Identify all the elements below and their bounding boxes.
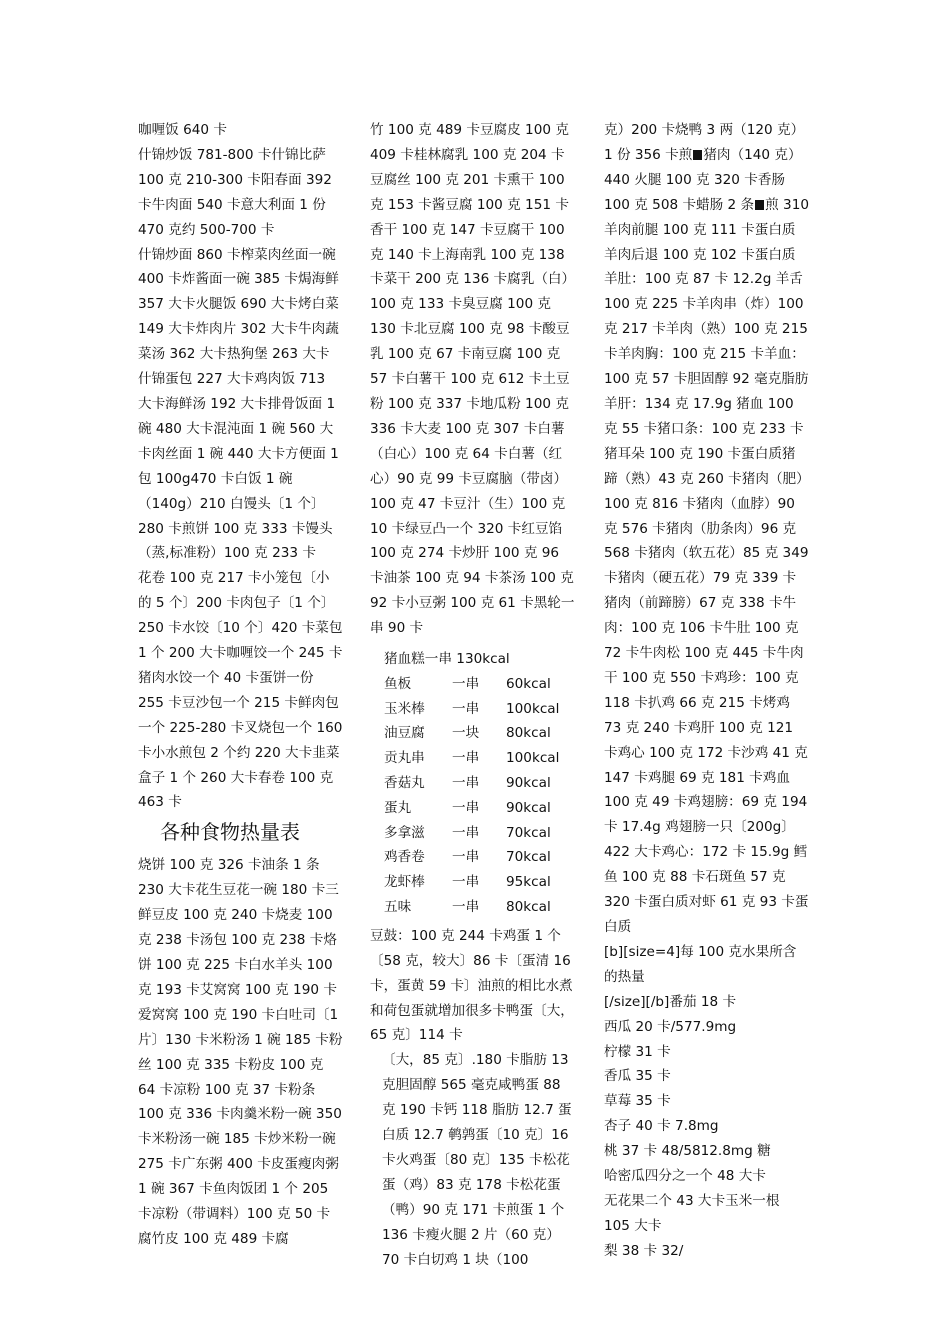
snack-row — [384, 746, 575, 771]
text-fragment: 猪肉（140 克）440 火腿 100 克 320 卡香肠 100 克 508 卡蜡肠 2 条 — [604, 146, 802, 213]
snack-calories: 80kcal — [506, 898, 551, 915]
snack-name: 油豆腐 — [384, 725, 425, 742]
snack-row — [384, 845, 575, 870]
fruit-line: 梨 38 卡 32/ — [604, 1242, 684, 1259]
text-paragraph: [b][size=4]每 100 克水果所含的热量 — [604, 943, 797, 985]
snack-calories: 70kcal — [506, 824, 551, 841]
snack-calories: 80kcal — [506, 725, 551, 742]
text-fragment: 煎 310 羊肉前腿 100 克 111 卡蛋白质 — [604, 196, 809, 238]
black-square-icon — [693, 150, 702, 160]
snack-unit: 一串 — [452, 675, 480, 692]
text-paragraph: 花卷 100 克 217 卡小笼包〔小的 5 个〕200 卡肉包子〔1 个〕250 卡水饺〔10 个〕420 卡菜包 1 个 200 大卡咖喱饺一个 245 卡猪肉水饺一个 40 卡蛋饼一份 255 卡豆沙包一个 215 卡鲜肉包一个 225-280 卡叉烧包一个 160 卡小水煎包 2 个约 220 大卡韭菜盒子 1 个 260 大卡春卷 100 克 463 卡 — [138, 570, 343, 811]
text-paragraph: 烧饼 100 克 326 卡油条 1 条 230 大卡花生豆花一碗 180 卡三鲜豆皮 100 克 240 卡烧麦 100 克 238 卡汤包 100 克 238 卡烙饼 100 克 225 卡白水羊头 100 克 193 卡艾窝窝 100 克 190 卡爱窝窝 100 克 190 卡白吐司〔1 片〕130 卡米粉汤 1 碗 185 卡粉丝 100 克 335 卡粉皮 100 克 64 卡凉粉 100 克 37 卡粉条 100 克 336 卡肉羹米粉一碗 350 卡米粉汤一碗 185 卡炒米粉一碗 275 卡广东粥 400 卡皮蛋瘦肉粥 1 碗 367 卡鱼肉饭团 1 个 205 卡凉粉（带调料）100 克 50 卡腐竹皮 100 克 489 卡腐 — [138, 857, 343, 1247]
snack-row — [384, 821, 575, 846]
snack-name: 鸡香卷 — [384, 849, 425, 866]
snack-row — [384, 796, 575, 821]
snack-row — [384, 672, 575, 697]
text-paragraph: 咖喱饭 640 卡 — [138, 122, 227, 138]
snack-calories: 100kcal — [506, 700, 560, 717]
snack-name: 蛋丸 — [384, 799, 412, 816]
snack-unit: 一串 — [452, 750, 480, 767]
text-paragraph — [604, 118, 809, 243]
fruit-line: 杏子 40 卡 7.8mg — [604, 1118, 719, 1135]
snack-name: 龙虾棒 — [384, 874, 425, 891]
snack-unit: 一串 — [452, 898, 480, 915]
column-middle — [370, 118, 575, 1272]
fruit-line: 无花果二个 43 大卡玉米一根 105 大卡 — [604, 1192, 780, 1234]
snack-unit: 一串 — [452, 799, 480, 816]
snack-name: 香菇丸 — [384, 774, 425, 791]
snack-name: 玉米棒 — [384, 700, 425, 717]
snack-calories: 95kcal — [506, 874, 551, 891]
text-paragraph: 豆鼓：100 克 244 卡鸡蛋 1 个〔58 克，较大〕86 卡〔蛋清 16 卡，蛋黄 59 卡〕油煎的相比水煮和荷包蛋就增加很多卡鸭蛋〔大，65 克〕114 卡 — [370, 927, 574, 1044]
black-square-icon — [755, 200, 764, 210]
snack-name: 多拿滋 — [384, 824, 425, 841]
snack-row — [384, 895, 575, 920]
snack-unit: 一串 — [452, 849, 480, 866]
fruit-line: 草莓 35 卡 — [604, 1093, 671, 1110]
text-fragment: 克）200 卡烧鸭 3 两（120 克）1 份 356 卡煎 — [604, 122, 805, 163]
snack-unit: 一串 — [452, 700, 480, 717]
snack-row — [384, 870, 575, 895]
snack-unit: 一块 — [452, 725, 480, 742]
text-paragraph: 竹 100 克 489 卡豆腐皮 100 克 409 卡桂林腐乳 100 克 204 卡豆腐丝 100 克 201 卡熏干 100 克 153 卡酱豆腐 100 克 151 卡香干 100 克 147 卡豆腐干 100 克 140 卡上海南乳 100 克 138 卡菜干 200 克 136 卡腐乳（白）100 克 133 卡臭豆腐 100 克 130 卡北豆腐 100 克 98 卡酸豆乳 100 克 67 卡南豆腐 100 克 57 卡白薯干 100 克 612 卡土豆粉 100 克 337 卡地瓜粉 100 克 336 卡大麦 100 克 307 卡白薯（白心）100 克 64 卡白薯（红心）90 克 99 卡豆腐脑（带卤）100 克 47 卡豆汁（生）100 克 10 卡绿豆凸一个 320 卡红豆馅 100 克 274 卡炒肝 100 克 96 卡油茶 100 克 94 卡茶汤 100 克 92 卡小豆粥 100 克 61 卡黑轮一串 90 卡 — [370, 122, 575, 637]
column-right — [604, 118, 809, 1264]
fruit-line: 桃 37 卡 48/5812.8mg 糖 — [604, 1143, 771, 1160]
snack-name: 五味 — [384, 898, 412, 915]
snack-calories: 100kcal — [506, 750, 560, 767]
fruit-line: 香瓜 35 卡 — [604, 1068, 671, 1085]
snack-calories: 70kcal — [506, 849, 551, 866]
snack-row — [384, 771, 575, 796]
fruit-line: 西瓜 20 卡/577.9mg — [604, 1018, 737, 1035]
text-paragraph: 〔大，85 克〕.180 卡脂肪 13 克胆固醇 565 毫克咸鸭蛋 88 克 190 卡钙 118 脂肪 12.7 蛋白质 12.7 鹌鹑蛋〔10 克〕16 卡火鸡蛋〔80 克〕135 卡松花蛋（鸡）83 克 178 卡松花蛋（鸭）90 克 171 卡煎蛋 1 个 136 卡瘦火腿 2 片（60 克）70 卡白切鸡 1 块（100 — [382, 1052, 572, 1268]
snack-name: 贡丸串 — [384, 750, 425, 767]
text-paragraph: 羊肉后退 100 克 102 卡蛋白质羊肚：100 克 87 卡 12.2g 羊舌 100 克 225 卡羊肉串（炸）100 克 217 卡羊肉（熟）100 克 215 卡羊肉胸：100 克 215 卡羊血：100 克 57 卡胆固醇 92 毫克脂肪羊肝：134 克 17.9g 猪血 100 克 55 卡猪口条：100 克 233 卡猪耳朵 100 克 190 卡蛋白质猪蹄（熟）43 克 260 卡猪肉（肥）100 克 816 卡猪肉（血脖）90 克 576 卡猪肉（肋条肉）96 克 568 卡猪肉（软五花）85 克 349 卡猪肉（硬五花）79 克 339 卡猪肉（前蹄膀）67 克 338 卡牛肉：100 克 106 卡牛肚 100 克 72 卡牛肉松 100 克 445 卡牛肉干 100 克 550 卡鸡珍：100 克 118 卡扒鸡 66 克 215 卡烤鸡 73 克 240 卡鸡肝 100 克 121 卡鸡心 100 克 172 卡沙鸡 41 克 147 卡鸡腿 69 克 181 卡鸡血 100 克 49 卡鸡翅膀：69 克 194 卡 17.4g 鸡翅膀一只〔200g〕422 大卡鸡心：172 卡 15.9g 鳕鱼 100 克 88 卡石斑鱼 57 克 320 卡蛋白质对虾 61 克 93 卡蛋白质 — [604, 246, 809, 935]
snack-calories: 60kcal — [506, 675, 551, 692]
snack-unit: 一串 — [452, 824, 480, 841]
snack-unit: 一串 — [452, 774, 480, 791]
snack-row — [384, 697, 575, 722]
snack-calories: 90kcal — [506, 799, 551, 816]
fruit-line: 柠檬 31 卡 — [604, 1043, 671, 1060]
fruit-line: 哈密瓜四分之一个 48 大卡 — [604, 1168, 766, 1185]
column-left — [138, 118, 343, 1252]
snack-first-item: 猪血糕一串 130kcal — [384, 650, 510, 667]
snack-row — [384, 647, 575, 672]
snack-name: 鱼板 — [384, 675, 412, 692]
snack-row — [384, 721, 575, 746]
text-paragraph: 什锦炒面 860 卡榨菜肉丝面一碗 400 卡炸酱面一碗 385 卡焗海鲜 357 大卡火腿饭 690 大卡烤白菜 149 大卡炸肉片 302 大卡牛肉蔬菜汤 362 大卡热狗堡 263 大卡什锦蛋包 227 大卡鸡肉饭 713 大卡海鲜汤 192 大卡排骨饭面 1 碗 480 大卡混沌面 1 碗 560 大卡肉丝面 1 碗 440 大卡方便面 1 包 100g470 卡白饭 1 碗（140g）210 白馒头〔1 个〕280 卡煎饼 100 克 333 卡馒头（蒸,标准粉）100 克 233 卡 — [138, 246, 339, 562]
snack-unit: 一串 — [452, 874, 480, 891]
snack-calories: 90kcal — [506, 774, 551, 791]
page-heading: 各种食物热量表 — [160, 820, 300, 845]
fruit-line: [/size][/b]番茄 18 卡 — [604, 993, 737, 1010]
text-paragraph: 什锦炒饭 781-800 卡什锦比萨 100 克 210-300 卡阳春面 392 卡牛肉面 540 卡意大利面 1 份 470 克约 500-700 卡 — [138, 146, 332, 238]
snack-calorie-table — [384, 647, 575, 920]
